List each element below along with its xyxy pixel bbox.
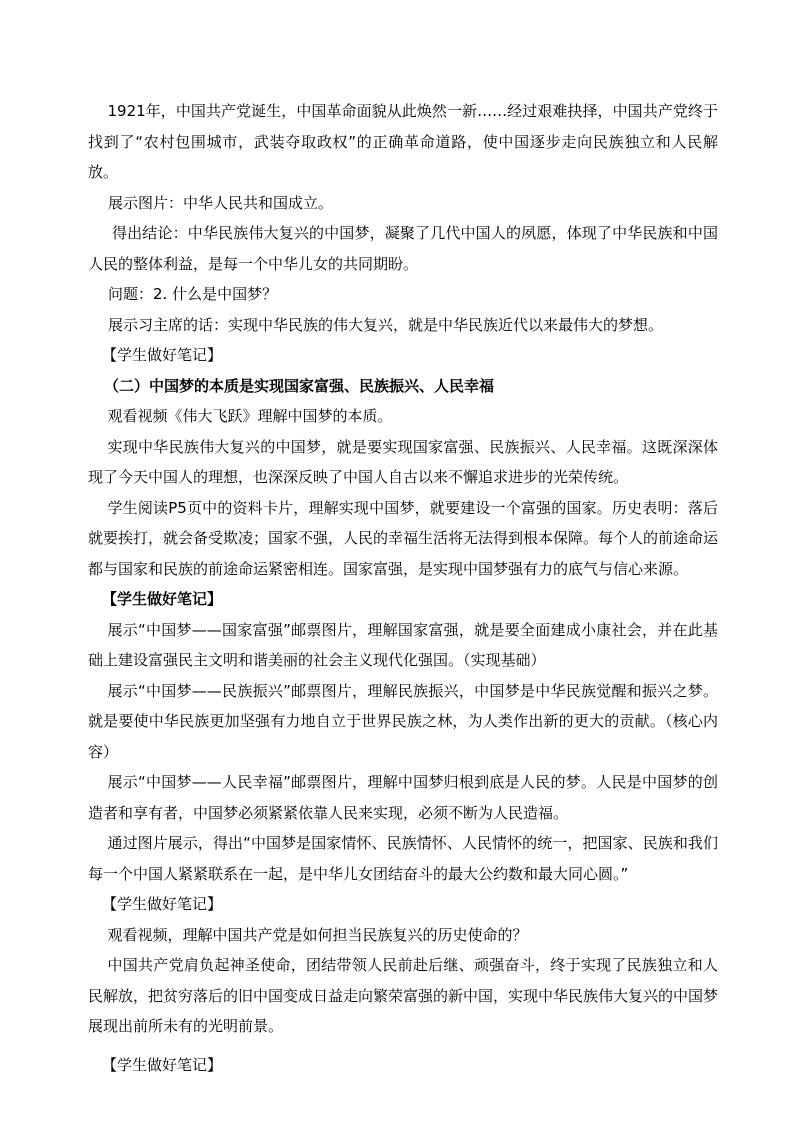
paragraph-question-2: 问题：2. 什么是中国梦？ xyxy=(108,285,278,303)
paragraph-watch-video: 观看视频《伟大飞跃》理解中国梦的本质。 xyxy=(107,407,393,425)
paragraph-stamp-rejuvenation: 展示“中国梦——民族振兴”邮票图片，理解民族振兴，中国梦是中华民族觉醒和振兴之梦。就是要使中华民族更加坚强有力地自立于世界民族之林，为人类作出新的更大的贡献。（核心内容） xyxy=(88,681,718,761)
paragraph-cpc-mission: 中国共产党肩负起神圣使命，团结带领人民前赴后继、顽强奋斗，终于实现了民族独立和人民解放，把贫穷落后的旧中国变成日益走向繁荣富强的新中国，实现中华民族伟大复兴的中国梦展现出前所未有的光明前景。 xyxy=(88,956,719,1035)
paragraph-show-image: 展示图片：中华人民共和国成立。 xyxy=(108,193,334,212)
paragraph-image-conclusion: 通过图片展示，得出“中国梦是国家情怀、民族情怀、人民情怀的统一，把国家、民族和我们每一个中国人紧紧联系在一起，是中华儿女团结奋斗的最大公约数和最大同心圆。” xyxy=(88,834,718,883)
student-note-1: 【学生做好笔记】 xyxy=(102,346,223,364)
paragraph-stamp-happiness: 展示“中国梦——人民幸福”邮票图片，理解中国梦归根到底是人民的梦。人民是中国梦的创造者和享有者，中国梦必须紧紧依靠人民来实现，必须不断为人民造福。 xyxy=(88,773,718,822)
student-note-2: 【学生做好笔记】 xyxy=(102,590,223,608)
paragraph-china-dream-essence: 实现中华民族伟大复兴的中国梦，就是要实现国家富强、民族振兴、人民幸福。这既深深体现了今天中国人的理想，也深深反映了中国人自古以来不懈追求进步的光荣传统。 xyxy=(88,437,718,486)
student-note-3: 【学生做好笔记】 xyxy=(102,895,223,913)
student-note-4: 【学生做好笔记】 xyxy=(102,1055,223,1074)
paragraph-reading-card: 学生阅读P5页中的资料卡片，理解实现中国梦，就要建设一个富强的国家。历史表明：落后就要挨打，就会备受欺凌；国家不强，人民的幸福生活将无法得到根本保障。每个人的前途命运都与国家和民族的前途命运紧密相连。国家富强，是实现中国梦强有力的底气与信心来源。 xyxy=(88,498,719,578)
paragraph-stamp-prosperity: 展示“中国梦——国家富强”邮票图片，理解国家富强，就是要全面建成小康社会，并在此基础上建设富强民主文明和谐美丽的社会主义现代化强国。（实现基础） xyxy=(88,620,718,669)
paragraph-watch-video-cpc: 观看视频，理解中国共产党是如何担当民族复兴的历史使命的？ xyxy=(107,925,528,944)
paragraph-1921: 1921年，中国共产党诞生，中国革命面貌从此焕然一新……经过艰难抉择，中国共产党终于找到了“农村包围城市，武装夺取政权”的正确革命道路，使中国逐步走向民族独立和人民解放。 xyxy=(88,102,718,181)
section-heading-2: （二）中国梦的本质是实现国家富强、民族振兴、人民幸福 xyxy=(104,376,495,395)
paragraph-xi-quote: 展示习主席的话：实现中华民族的伟大复兴，就是中华民族近代以来最伟大的梦想。 xyxy=(108,315,664,334)
paragraph-conclusion: 得出结论：中华民族伟大复兴的中国梦，凝聚了几代中国人的夙愿，体现了中华民族和中国人民的整体利益，是每一个中华儿女的共同期盼。 xyxy=(88,224,718,273)
document-page xyxy=(88,96,718,1080)
